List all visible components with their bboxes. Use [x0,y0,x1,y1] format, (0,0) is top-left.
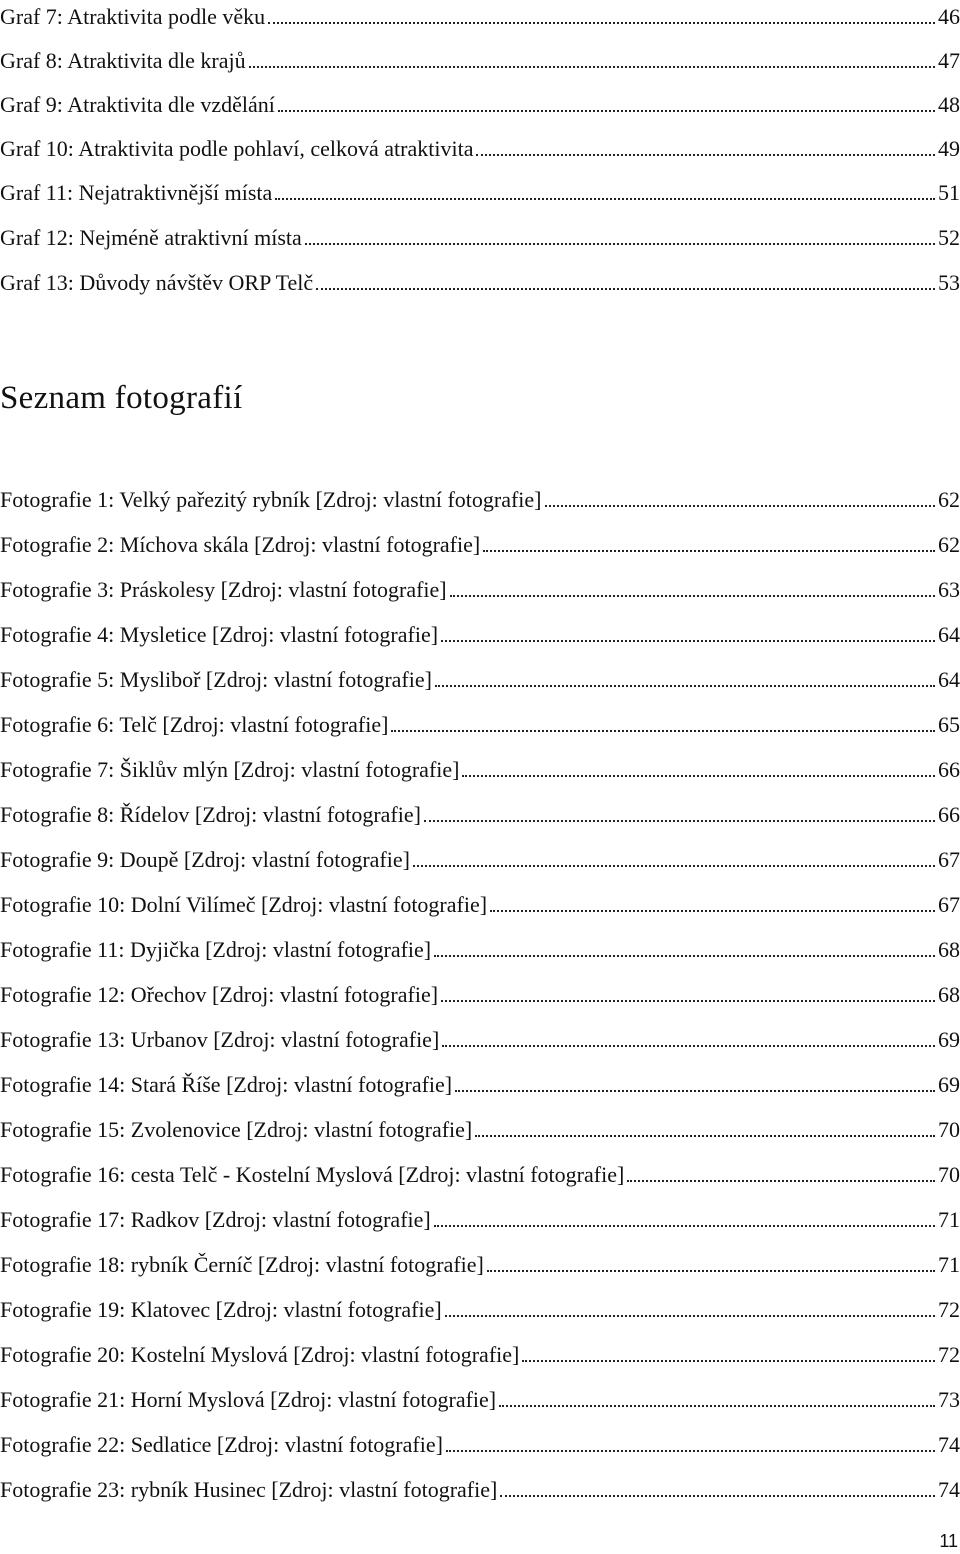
dot-leader [434,1224,935,1227]
toc-entry-label: Fotografie 6: Telč [Zdroj: vlastní fotografie] [0,712,389,737]
toc-entry-graf-9[interactable] [0,86,960,118]
toc-entry-page: 48 [938,92,960,117]
toc-entry-page: 71 [938,1207,960,1232]
dot-leader [545,504,935,507]
toc-entry-foto-3[interactable] [0,571,960,603]
toc-entry-foto-4[interactable] [0,616,960,648]
toc-entry-page: 47 [938,48,960,73]
dot-leader [487,1269,935,1272]
toc-entry-page: 68 [938,937,960,962]
toc-entry-label: Fotografie 21: Horní Myslová [Zdroj: vlastní fotografie] [0,1387,497,1412]
toc-entry-page: 63 [938,577,960,602]
toc-entry-page: 51 [938,180,960,205]
toc-entry-label: Fotografie 10: Dolní Vilímeč [Zdroj: vlastní fotografie] [0,892,488,917]
toc-entry-label: Fotografie 7: Šiklův mlýn [Zdroj: vlastní fotografie] [0,757,460,782]
toc-entry-label: Fotografie 12: Ořechov [Zdroj: vlastní fotografie] [0,982,439,1007]
toc-entry-label: Fotografie 17: Radkov [Zdroj: vlastní fotografie] [0,1207,431,1232]
toc-entry-graf-11[interactable] [0,174,960,206]
toc-entry-page: 73 [938,1387,960,1412]
toc-entry-page: 67 [938,847,960,872]
toc-entry-label: Graf 12: Nejméně atraktivní místa [0,225,302,250]
toc-entry-foto-21[interactable] [0,1381,960,1413]
dot-leader [522,1359,935,1362]
toc-entry-foto-2[interactable] [0,526,960,558]
dot-leader [441,639,935,642]
toc-entry-label: Graf 8: Atraktivita dle krajů [0,48,246,73]
toc-entry-page: 46 [938,4,960,29]
toc-entry-foto-20[interactable] [0,1336,960,1368]
dot-leader [450,594,935,597]
toc-entry-label: Fotografie 14: Stará Říše [Zdroj: vlastní fotografie] [0,1072,453,1097]
toc-entry-page: 52 [938,225,960,250]
toc-entry-graf-13[interactable] [0,264,960,296]
dot-leader [391,729,935,732]
toc-entry-label: Graf 9: Atraktivita dle vzdělání [0,92,275,117]
toc-entry-page: 64 [938,667,960,692]
dot-leader [462,774,935,777]
dot-leader [305,242,935,245]
toc-entry-page: 70 [938,1162,960,1187]
toc-entry-foto-13[interactable] [0,1021,960,1053]
dot-leader [475,1134,935,1137]
dot-leader [268,21,935,24]
toc-entry-label: Fotografie 9: Doupě [Zdroj: vlastní fotografie] [0,847,410,872]
toc-entry-label: Fotografie 23: rybník Husinec [Zdroj: vlastní fotografie] [0,1477,498,1502]
dot-leader [278,109,935,112]
dot-leader [434,954,935,957]
toc-entry-page: 74 [938,1432,960,1457]
toc-entry-page: 74 [938,1477,960,1502]
dot-leader [413,864,935,867]
dot-leader [435,684,935,687]
toc-entry-label: Fotografie 19: Klatovec [Zdroj: vlastní fotografie] [0,1297,442,1322]
toc-entry-foto-12[interactable] [0,976,960,1008]
toc-entry-foto-14[interactable] [0,1066,960,1098]
toc-entry-label: Fotografie 8: Řídelov [Zdroj: vlastní fotografie] [0,802,421,827]
toc-entry-label: Fotografie 18: rybník Černíč [Zdroj: vlastní fotografie] [0,1252,484,1277]
toc-entry-page: 62 [938,487,960,512]
toc-entry-page: 69 [938,1072,960,1097]
toc-entry-page: 53 [938,270,960,295]
toc-entry-foto-10[interactable] [0,886,960,918]
toc-entry-label: Graf 11: Nejatraktivnější místa [0,180,273,205]
toc-entry-page: 72 [938,1297,960,1322]
toc-entry-label: Fotografie 4: Mysletice [Zdroj: vlastní fotografie] [0,622,439,647]
toc-entry-foto-7[interactable] [0,751,960,783]
toc-entry-label: Graf 10: Atraktivita podle pohlaví, celková atraktivita [0,136,474,161]
toc-entry-label: Graf 7: Atraktivita podle věku [0,4,266,29]
dot-leader [446,1449,935,1452]
toc-entry-page: 49 [938,136,960,161]
toc-entry-page: 72 [938,1342,960,1367]
toc-entry-label: Fotografie 15: Zvolenovice [Zdroj: vlastní fotografie] [0,1117,473,1142]
dot-leader [499,1404,935,1407]
toc-entry-page: 65 [938,712,960,737]
page-number: 11 [939,1531,958,1551]
toc-entry-page: 68 [938,982,960,1007]
toc-entry-foto-9[interactable] [0,841,960,873]
section-heading-photos: Seznam fotografií [0,380,243,416]
toc-entry-label: Fotografie 13: Urbanov [Zdroj: vlastní fotografie] [0,1027,440,1052]
toc-entry-page: 64 [938,622,960,647]
toc-entry-label: Fotografie 1: Velký pařezitý rybník [Zdroj: vlastní fotografie] [0,487,542,512]
toc-entry-page: 71 [938,1252,960,1277]
dot-leader [500,1494,935,1497]
dot-leader [476,153,935,156]
toc-entry-foto-16[interactable] [0,1156,960,1188]
toc-entry-label: Fotografie 5: Mysliboř [Zdroj: vlastní fotografie] [0,667,432,692]
toc-entry-label: Fotografie 22: Sedlatice [Zdroj: vlastní fotografie] [0,1432,443,1457]
toc-entry-page: 70 [938,1117,960,1142]
toc-entry-label: Graf 13: Důvody návštěv ORP Telč [0,270,314,295]
toc-entry-graf-8[interactable] [0,42,960,74]
dot-leader [442,1044,935,1047]
toc-entry-page: 69 [938,1027,960,1052]
dot-leader [483,549,935,552]
dot-leader [627,1179,935,1182]
toc-entry-foto-11[interactable] [0,931,960,963]
toc-entry-label: Fotografie 2: Míchova skála [Zdroj: vlastní fotografie] [0,532,481,557]
toc-entry-foto-23[interactable] [0,1471,960,1503]
dot-leader [249,65,935,68]
toc-entry-page: 62 [938,532,960,557]
toc-entry-label: Fotografie 3: Práskolesy [Zdroj: vlastní fotografie] [0,577,447,602]
toc-entry-page: 66 [938,757,960,782]
toc-entry-label: Fotografie 16: cesta Telč - Kostelní Myslová [Zdroj: vlastní fotografie] [0,1162,625,1187]
dot-leader [424,819,935,822]
toc-entry-foto-6[interactable] [0,706,960,738]
dot-leader [441,999,935,1002]
toc-entry-foto-22[interactable] [0,1426,960,1458]
dot-leader [445,1314,935,1317]
toc-entry-foto-15[interactable] [0,1111,960,1143]
toc-entry-foto-17[interactable] [0,1201,960,1233]
dot-leader [490,909,935,912]
toc-entry-graf-12[interactable] [0,219,960,251]
dot-leader [316,287,935,290]
toc-entry-graf-7[interactable] [0,0,960,30]
toc-entry-foto-1[interactable] [0,481,960,513]
dot-leader [275,197,935,200]
dot-leader [455,1089,935,1092]
toc-entry-label: Fotografie 20: Kostelní Myslová [Zdroj: vlastní fotografie] [0,1342,520,1367]
toc-entry-graf-10[interactable] [0,130,960,162]
toc-entry-page: 66 [938,802,960,827]
toc-entry-foto-8[interactable] [0,796,960,828]
toc-entry-foto-5[interactable] [0,661,960,693]
toc-entry-foto-18[interactable] [0,1246,960,1278]
toc-entry-page: 67 [938,892,960,917]
toc-entry-foto-19[interactable] [0,1291,960,1323]
toc-entry-label: Fotografie 11: Dyjička [Zdroj: vlastní fotografie] [0,937,432,962]
